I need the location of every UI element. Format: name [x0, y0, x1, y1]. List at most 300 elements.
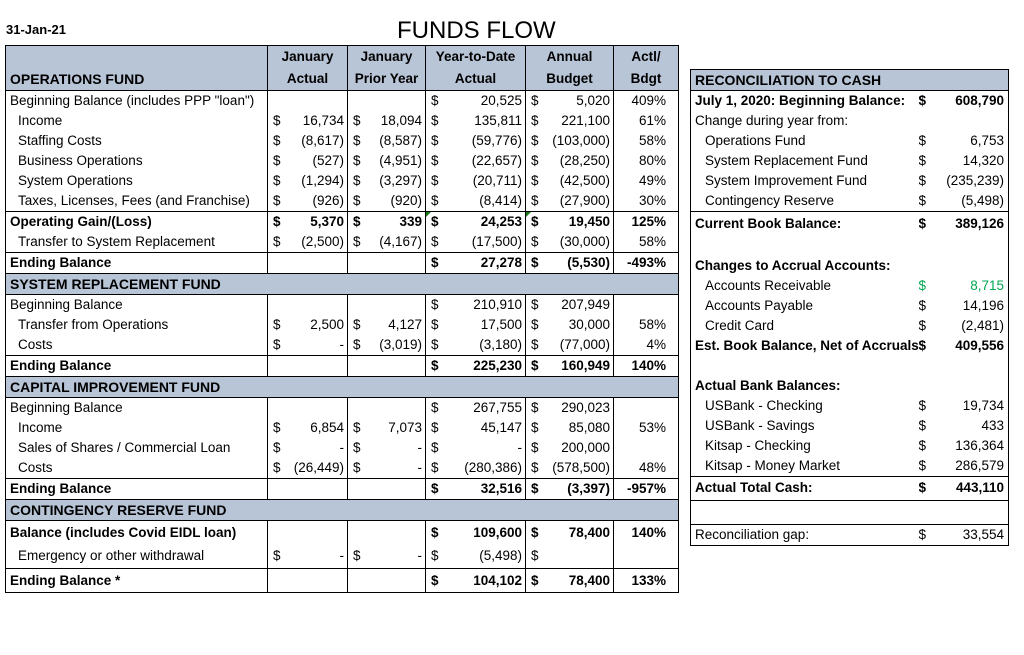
table-row: [6, 398, 679, 419]
actl-bdgt-pct: -957%: [614, 479, 679, 500]
ytd-actual-currency: $: [426, 438, 446, 458]
row-label: Staffing Costs: [6, 131, 268, 151]
row-label: Costs: [6, 458, 268, 479]
reconciliation-label: Credit Card: [705, 317, 775, 333]
annual-budget-currency: $: [526, 315, 546, 335]
jan-prior-currency: $: [348, 232, 368, 253]
table-row: [6, 111, 679, 131]
reconciliation-currency: $: [918, 93, 927, 108]
ytd-actual-currency: $: [426, 253, 446, 274]
reconciliation-currency: $: [918, 457, 927, 473]
reconciliation-row: [691, 416, 1009, 436]
jan-prior-value: (920): [390, 193, 422, 208]
jan-actual-value: (1,294): [301, 173, 344, 188]
ytd-actual-currency: $: [426, 111, 446, 131]
annual-budget-value: (28,250): [559, 153, 610, 168]
jan-actual-currency: $: [268, 111, 288, 131]
ytd-actual-value: 109,600: [473, 524, 522, 540]
column-header-actl-bdgt: Actl/: [614, 46, 679, 69]
reconciliation-row: [691, 256, 1009, 276]
annual-budget-currency: $: [526, 438, 546, 458]
ytd-actual-value: (5,498): [479, 548, 522, 564]
ytd-actual-value: (22,657): [471, 153, 522, 168]
actl-bdgt-pct: 49%: [614, 171, 679, 191]
reconciliation-label: System Improvement Fund: [705, 173, 868, 188]
reconciliation-row: [691, 191, 1009, 212]
actl-bdgt-pct: 48%: [614, 458, 679, 479]
reconciliation-row: [691, 91, 1009, 112]
annual-budget-value: (27,900): [559, 193, 610, 208]
jan-prior-value: [368, 398, 426, 419]
table-row: [6, 479, 679, 500]
jan-prior-currency: [348, 479, 368, 500]
reconciliation-value: 286,579: [955, 457, 1005, 473]
reconciliation-value: 389,126: [933, 212, 1009, 236]
jan-actual-value: 2,500: [310, 317, 344, 332]
reconciliation-label: USBank - Savings: [705, 417, 815, 433]
ytd-actual-currency: $: [426, 151, 446, 171]
jan-actual-value: 6,854: [310, 420, 344, 435]
ytd-actual-value: 225,230: [446, 356, 526, 377]
table-row: [6, 418, 679, 438]
ytd-actual-value: (280,386): [464, 460, 522, 475]
table-row: [6, 151, 679, 171]
gap-currency: $: [918, 526, 927, 542]
annual-budget-currency: $: [526, 91, 546, 112]
jan-prior-currency: $: [348, 438, 368, 458]
column-subheader-jan-actual: Actual: [268, 68, 348, 91]
jan-actual-value: 5,370: [288, 212, 348, 233]
reconciliation-currency: [919, 376, 933, 396]
ytd-actual-currency: $: [426, 171, 446, 191]
jan-prior-currency: $: [348, 111, 368, 131]
row-label: Costs: [6, 335, 268, 356]
ytd-actual-currency: $: [426, 295, 446, 316]
row-label: Beginning Balance: [6, 398, 268, 419]
row-label: Beginning Balance: [6, 295, 268, 316]
table-row: [6, 91, 679, 112]
actl-bdgt-pct: 125%: [614, 212, 679, 233]
jan-prior-value: 339: [368, 212, 426, 233]
ytd-actual-value: (8,414): [479, 193, 522, 208]
reconciliation-currency: $: [918, 337, 927, 353]
jan-prior-currency: [348, 521, 368, 545]
reconciliation-value: (235,239): [946, 173, 1005, 188]
actl-bdgt-pct: 409%: [614, 91, 679, 112]
ytd-actual-currency: $: [426, 458, 446, 479]
jan-actual-value: [288, 569, 348, 593]
reconciliation-currency: $: [918, 277, 927, 293]
table-row: [6, 212, 679, 233]
jan-prior-value: [368, 253, 426, 274]
table-row: [6, 569, 679, 593]
row-label: Ending Balance: [6, 253, 268, 274]
header-row-top: [6, 46, 679, 69]
spacer-row: [691, 500, 1009, 524]
column-subheader-ytd-actual: Actual: [426, 68, 526, 91]
reconciliation-label: Change during year from:: [695, 113, 849, 128]
jan-prior-currency: $: [348, 171, 368, 191]
ytd-actual-currency: $: [426, 398, 446, 419]
reconciliation-currency: [919, 111, 933, 131]
row-label: Income: [6, 111, 268, 131]
jan-actual-currency: $: [268, 212, 288, 233]
reconciliation-row: [691, 131, 1009, 151]
ytd-actual-currency: $: [426, 479, 446, 500]
jan-actual-currency: $: [268, 131, 288, 151]
annual-budget-value: (3,397): [546, 479, 614, 500]
jan-prior-value: (8,587): [379, 133, 422, 148]
table-row: [6, 458, 679, 479]
reconciliation-row: [691, 111, 1009, 131]
reconciliation-currency: $: [918, 133, 927, 148]
jan-actual-currency: [268, 398, 288, 419]
annual-budget-value: 5,020: [576, 93, 610, 108]
jan-actual-value: -: [339, 440, 344, 455]
reconciliation-value: 608,790: [955, 93, 1005, 108]
jan-prior-value: (3,019): [379, 337, 422, 352]
jan-actual-currency: $: [268, 232, 288, 253]
row-label: Ending Balance: [6, 356, 268, 377]
annual-budget-value: 207,949: [561, 297, 610, 312]
annual-budget-currency: $: [526, 545, 546, 569]
row-label: Business Operations: [6, 151, 268, 171]
annual-budget-value: 290,023: [561, 400, 610, 415]
jan-actual-currency: $: [268, 151, 288, 171]
jan-prior-value: 18,094: [380, 113, 422, 128]
reconciliation-label: Actual Bank Balances:: [695, 377, 841, 393]
actl-bdgt-pct: 30%: [614, 191, 679, 212]
jan-prior-currency: $: [348, 335, 368, 356]
row-label: Balance (includes Covid EIDL loan): [6, 521, 268, 545]
annual-budget-value: (30,000): [559, 234, 610, 249]
reconciliation-label: Kitsap - Checking: [705, 437, 811, 453]
report-date: 31-Jan-21: [6, 22, 66, 37]
ytd-actual-currency: $: [426, 191, 446, 212]
jan-actual-currency: $: [268, 171, 288, 191]
jan-prior-value: [368, 295, 426, 316]
jan-prior-value: (4,951): [379, 153, 422, 168]
annual-budget-currency: $: [526, 212, 546, 233]
annual-budget-value: 221,100: [561, 113, 610, 128]
actl-bdgt-pct: 4%: [614, 335, 679, 356]
ytd-actual-currency: $: [426, 521, 446, 545]
annual-budget-currency: $: [526, 398, 546, 419]
annual-budget-currency: $: [526, 111, 546, 131]
jan-prior-value: [368, 91, 426, 112]
table-row: [6, 438, 679, 458]
reconciliation-value: 136,364: [955, 437, 1005, 453]
actl-bdgt-pct: 140%: [614, 356, 679, 377]
section-title: CONTINGENCY RESERVE FUND: [6, 500, 268, 521]
reconciliation-label: Current Book Balance:: [691, 212, 919, 236]
jan-actual-value: [288, 356, 348, 377]
ytd-actual-currency: $: [426, 212, 446, 233]
reconciliation-title: RECONCILIATION TO CASH: [691, 70, 1009, 91]
reconciliation-value: [933, 111, 1009, 131]
reconciliation-label: Accounts Payable: [705, 297, 814, 313]
jan-prior-value: 7,073: [388, 420, 422, 435]
row-label: Transfer to System Replacement: [6, 232, 268, 253]
jan-prior-value: 4,127: [388, 317, 422, 332]
jan-prior-currency: [348, 253, 368, 274]
annual-budget-value: 78,400: [546, 569, 614, 593]
reconciliation-value: 443,110: [933, 476, 1009, 500]
reconciliation-gap-row: [691, 524, 1009, 545]
row-label: Ending Balance: [6, 479, 268, 500]
jan-actual-currency: $: [268, 418, 288, 438]
reconciliation-currency: $: [918, 193, 927, 208]
reconciliation-row: [691, 171, 1009, 191]
jan-actual-currency: [268, 295, 288, 316]
reconciliation-row: [691, 316, 1009, 336]
actl-bdgt-pct: 80%: [614, 151, 679, 171]
row-label: Transfer from Operations: [6, 315, 268, 335]
jan-actual-value: (26,449): [293, 460, 344, 475]
section-header-row: [6, 500, 679, 521]
section-header-row: [6, 274, 679, 295]
reconciliation-currency: $: [918, 417, 927, 433]
ytd-actual-value: 210,910: [473, 297, 522, 312]
reconciliation-currency: $: [919, 476, 933, 500]
table-row: [6, 295, 679, 316]
spacer: [691, 500, 1009, 524]
ytd-actual-value: 135,811: [474, 113, 522, 128]
jan-actual-currency: $: [268, 335, 288, 356]
reconciliation-label: Changes to Accrual Accounts:: [695, 257, 891, 273]
reconciliation-currency: $: [918, 173, 927, 188]
jan-actual-value: [288, 295, 348, 316]
reconciliation-label: Est. Book Balance, Net of Accruals: [695, 337, 919, 353]
jan-prior-value: [368, 479, 426, 500]
reconciliation-row: [691, 212, 1009, 236]
section-band: [268, 377, 679, 398]
jan-actual-value: (926): [312, 193, 344, 208]
reconciliation-header: [691, 70, 1009, 91]
jan-prior-value: -: [417, 460, 422, 475]
annual-budget-currency: $: [526, 191, 546, 212]
reconciliation-value: 433: [981, 417, 1005, 433]
annual-budget-currency: $: [526, 479, 546, 500]
jan-actual-currency: [268, 91, 288, 112]
jan-prior-currency: [348, 398, 368, 419]
jan-prior-currency: $: [348, 458, 368, 479]
reconciliation-currency: $: [918, 153, 927, 168]
annual-budget-currency: $: [526, 131, 546, 151]
annual-budget-currency: $: [526, 151, 546, 171]
actl-bdgt-pct: 133%: [614, 569, 679, 593]
table-row: [6, 232, 679, 253]
annual-budget-currency: $: [526, 458, 546, 479]
annual-budget-currency: $: [526, 521, 546, 545]
reconciliation-value: 14,196: [962, 297, 1005, 313]
row-label: Income: [6, 418, 268, 438]
reconciliation-label: Accounts Receivable: [705, 277, 832, 293]
annual-budget-value: 78,400: [568, 524, 610, 540]
actl-bdgt-pct: 61%: [614, 111, 679, 131]
reconciliation-value: 14,320: [962, 153, 1005, 168]
section-header-row: [6, 377, 679, 398]
reconciliation-currency: [919, 236, 933, 256]
annual-budget-currency: $: [526, 569, 546, 593]
jan-actual-currency: $: [268, 545, 288, 569]
jan-actual-value: [288, 398, 348, 419]
ytd-actual-value: (3,180): [479, 337, 522, 352]
reconciliation-value: [933, 236, 1009, 256]
annual-budget-value: (42,500): [559, 173, 610, 188]
annual-budget-currency: $: [526, 335, 546, 356]
actl-bdgt-pct: [614, 295, 679, 316]
table-row: [6, 335, 679, 356]
annual-budget-value: [546, 545, 614, 569]
jan-actual-currency: [268, 253, 288, 274]
jan-actual-currency: $: [268, 191, 288, 212]
row-label: System Operations: [6, 171, 268, 191]
jan-actual-value: (527): [312, 153, 344, 168]
jan-prior-currency: [348, 356, 368, 377]
jan-actual-value: 16,734: [302, 113, 344, 128]
jan-prior-value: [368, 356, 426, 377]
ytd-actual-value: 24,253: [446, 212, 526, 233]
reconciliation-row: [691, 296, 1009, 316]
jan-prior-value: (4,167): [379, 234, 422, 249]
reconciliation-value: [933, 376, 1009, 396]
reconciliation-label: Operations Fund: [705, 133, 806, 148]
column-subheader-jan-prior: Prior Year: [348, 68, 426, 91]
jan-prior-currency: $: [348, 151, 368, 171]
table-row: [6, 253, 679, 274]
reconciliation-row: [691, 236, 1009, 256]
reconciliation-value: [933, 256, 1009, 276]
reconciliation-row: [691, 476, 1009, 500]
header-blank: [6, 46, 268, 69]
reconciliation-currency: $: [918, 437, 927, 453]
ytd-actual-value: -: [517, 440, 522, 455]
section-band: [268, 274, 679, 295]
jan-actual-value: [288, 253, 348, 274]
ytd-actual-value: 27,278: [446, 253, 526, 274]
ytd-actual-currency: $: [426, 335, 446, 356]
ytd-actual-currency: $: [426, 232, 446, 253]
row-label: Emergency or other withdrawal: [6, 545, 268, 569]
row-label: Operating Gain/(Loss): [6, 212, 268, 233]
ytd-actual-currency: $: [426, 91, 446, 112]
ytd-actual-currency: $: [426, 131, 446, 151]
page-title: FUNDS FLOW: [397, 17, 556, 44]
jan-actual-currency: [268, 521, 288, 545]
reconciliation-currency: [919, 256, 933, 276]
reconciliation-label: Kitsap - Money Market: [705, 457, 841, 473]
jan-prior-value: -: [417, 440, 422, 455]
jan-prior-currency: $: [348, 131, 368, 151]
reconciliation-value: (2,481): [961, 317, 1005, 333]
actl-bdgt-pct: [614, 398, 679, 419]
column-subheader-annual-budget: Budget: [526, 68, 614, 91]
jan-actual-currency: $: [268, 315, 288, 335]
table-row: [6, 356, 679, 377]
ytd-actual-value: 32,516: [446, 479, 526, 500]
row-label: Taxes, Licenses, Fees (and Franchise): [6, 191, 268, 212]
reconciliation-label: System Replacement Fund: [705, 153, 868, 168]
actl-bdgt-pct: 58%: [614, 232, 679, 253]
jan-prior-value: [368, 521, 426, 545]
jan-actual-value: -: [339, 548, 344, 564]
table-row: [6, 521, 679, 545]
gap-label: Reconciliation gap:: [695, 526, 810, 542]
reconciliation-label: [691, 236, 919, 256]
actl-bdgt-pct: -493%: [614, 253, 679, 274]
reconciliation-currency: [919, 356, 933, 376]
annual-budget-currency: $: [526, 171, 546, 191]
reconciliation-value: 6,753: [970, 133, 1005, 148]
reconciliation-row: [691, 436, 1009, 456]
column-header-annual-budget: Annual: [526, 46, 614, 69]
section-band: [268, 500, 679, 521]
reconciliation-table: [690, 69, 1009, 546]
jan-actual-value: -: [339, 337, 344, 352]
ytd-actual-currency: $: [426, 545, 446, 569]
jan-actual-currency: $: [268, 438, 288, 458]
annual-budget-currency: $: [526, 418, 546, 438]
header-row-bottom: [6, 68, 679, 91]
jan-actual-value: [288, 91, 348, 112]
annual-budget-currency: $: [526, 232, 546, 253]
annual-budget-value: 30,000: [568, 317, 610, 332]
ytd-actual-value: (59,776): [471, 133, 522, 148]
table-row: [6, 315, 679, 335]
jan-prior-currency: $: [348, 191, 368, 212]
annual-budget-value: (578,500): [552, 460, 610, 475]
reconciliation-label: Actual Total Cash:: [691, 476, 919, 500]
jan-prior-currency: [348, 91, 368, 112]
section-title: CAPITAL IMPROVEMENT FUND: [6, 377, 268, 398]
table-row: [6, 545, 679, 569]
section-title: SYSTEM REPLACEMENT FUND: [6, 274, 268, 295]
reconciliation-currency: $: [918, 317, 927, 333]
jan-prior-currency: $: [348, 212, 368, 233]
annual-budget-currency: $: [526, 253, 546, 274]
ytd-actual-currency: $: [426, 315, 446, 335]
column-header-jan-prior: January: [348, 46, 426, 69]
jan-prior-value: [368, 569, 426, 593]
jan-prior-currency: $: [348, 315, 368, 335]
jan-actual-value: (8,617): [301, 133, 344, 148]
column-subheader-actl-bdgt: Bdgt: [614, 68, 679, 91]
jan-actual-currency: $: [268, 458, 288, 479]
jan-prior-value: -: [417, 548, 422, 564]
jan-prior-value: (3,297): [379, 173, 422, 188]
reconciliation-label: July 1, 2020: Beginning Balance:: [695, 93, 906, 108]
reconciliation-value: 409,556: [955, 337, 1005, 353]
reconciliation-row: [691, 396, 1009, 416]
actl-bdgt-pct: 58%: [614, 131, 679, 151]
table-row: [6, 131, 679, 151]
row-label: Beginning Balance (includes PPP "loan"): [6, 91, 268, 112]
annual-budget-value: (103,000): [552, 133, 610, 148]
reconciliation-row: [691, 276, 1009, 296]
reconciliation-currency: $: [919, 212, 933, 236]
table-row: [6, 191, 679, 212]
ytd-actual-currency: $: [426, 418, 446, 438]
ytd-actual-value: 104,102: [446, 569, 526, 593]
jan-prior-currency: [348, 295, 368, 316]
reconciliation-row: [691, 336, 1009, 356]
row-label: Sales of Shares / Commercial Loan: [6, 438, 268, 458]
annual-budget-value: 200,000: [561, 440, 610, 455]
reconciliation-label: USBank - Checking: [705, 397, 823, 413]
gap-value: 33,554: [962, 526, 1005, 542]
reconciliation-row: [691, 151, 1009, 171]
